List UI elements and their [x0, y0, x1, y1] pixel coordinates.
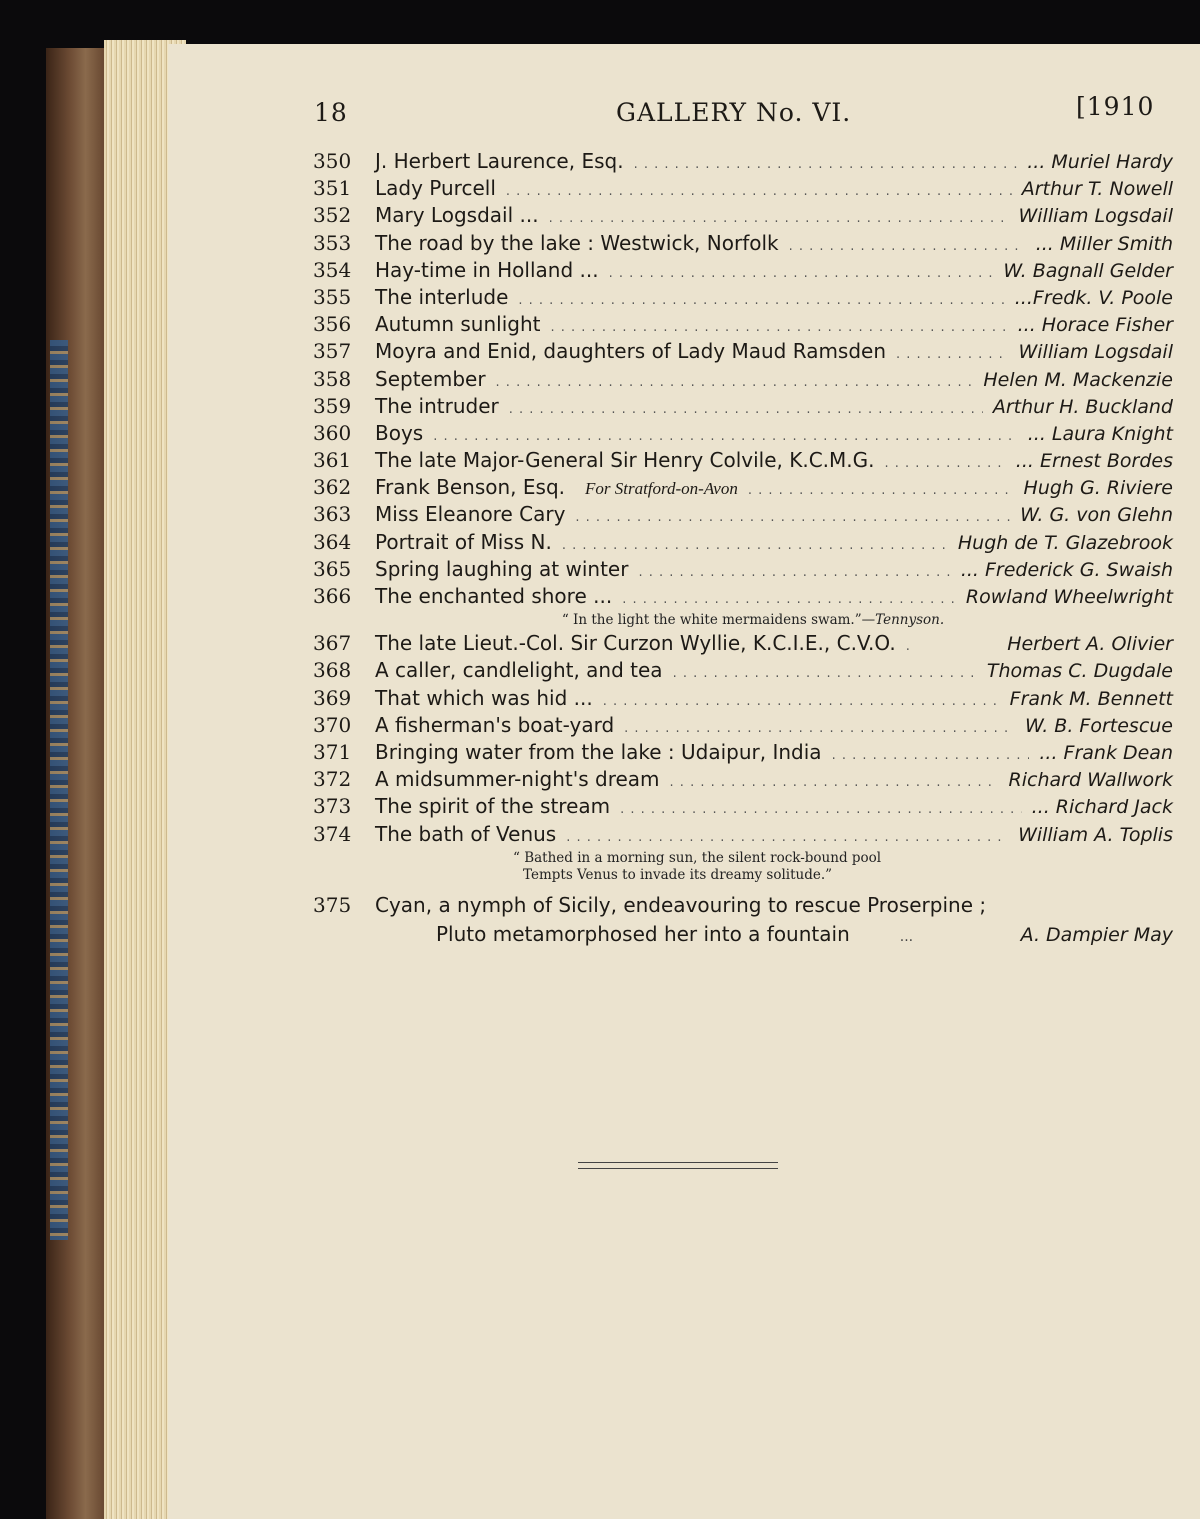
entry-number: 354: [313, 257, 352, 282]
entry-artist: W. B. Fortescue: [1024, 714, 1173, 737]
quote-line: “ Bathed in a morning sun, the silent rock-bound pool: [513, 849, 882, 866]
entry-number: 366: [313, 584, 352, 608]
entry-number: 371: [313, 739, 352, 764]
leader-dots: [624, 715, 1015, 742]
entry-artist: Thomas C. Dugdale: [986, 660, 1173, 683]
entry-row: [313, 821, 1173, 848]
entry-number: 351: [313, 176, 352, 201]
entry-title: A fisherman's boat-yard: [375, 712, 615, 737]
entry-number: 359: [313, 393, 352, 418]
entry-row: [313, 890, 1173, 920]
leader-dots: [518, 287, 1004, 314]
entry-title: Bringing water from the lake : Udaipur, India: [375, 739, 822, 764]
entry-title: J. Herbert Laurence, Esq.: [375, 149, 624, 173]
leader-dots: [906, 633, 912, 660]
leader-dots: [433, 423, 1018, 450]
entry-number: 360: [313, 420, 352, 445]
entry-artist: Arthur H. Buckland: [992, 395, 1173, 418]
entry-row: [313, 556, 1173, 583]
page-number: 18: [314, 98, 348, 127]
entry-artist: A. Dampier May: [1020, 923, 1173, 946]
entry-row: [313, 630, 1173, 657]
entry-number: 353: [313, 230, 352, 255]
entry-number: 364: [313, 529, 352, 554]
entry-row: [313, 501, 1173, 528]
entry-title: Cyan, a nymph of Sicily, endeavouring to rescue Proserpine ;: [375, 892, 987, 917]
entry-number: 370: [313, 712, 352, 737]
entry-number: 372: [313, 767, 352, 792]
entry-artist: W. Bagnall Gelder: [1003, 259, 1173, 282]
section-rule: [578, 1162, 778, 1169]
entry-row: [313, 175, 1173, 202]
entry-title: Mary Logsdail ...: [375, 203, 539, 228]
entry-number: 350: [313, 149, 352, 173]
entry-title: Boys: [375, 420, 424, 445]
entry-number: 352: [313, 203, 352, 228]
entry-title: The bath of Venus: [375, 821, 557, 846]
entry-artist: Hugh G. Riviere: [1023, 477, 1173, 500]
entry-artist: Herbert A. Olivier: [1007, 633, 1173, 656]
entry-row: [313, 366, 1173, 393]
entry-number: 374: [313, 821, 352, 846]
leader-dots: [549, 205, 1009, 232]
leader-dots: [673, 660, 977, 687]
entry-title: Moyra and Enid, daughters of Lady Maud Ramsden: [375, 339, 887, 364]
leader-dots: ...: [899, 928, 914, 945]
entry-artist: Rowland Wheelwright: [965, 586, 1173, 608]
entry-title: The intruder: [375, 393, 499, 418]
entry-title: The enchanted shore ...: [375, 584, 613, 608]
page-header: [168, 92, 1200, 136]
entry-artist: W. G. von Glehn: [1020, 504, 1173, 527]
entry-row: [313, 311, 1173, 338]
entry-number: 358: [313, 366, 352, 391]
bleed-through-text: [328, 964, 1168, 1444]
entry-quote: [313, 850, 1173, 884]
entry-title: A midsummer-night's dream: [375, 767, 660, 792]
entry-title: The road by the lake : Westwick, Norfolk: [375, 230, 779, 255]
entry-artist: ... Laura Knight: [1027, 422, 1173, 445]
entry-row-continuation: [313, 920, 1173, 948]
page-year: [1910: [1076, 92, 1155, 121]
entry-row: [313, 447, 1173, 474]
entry-title: Spring laughing at winter: [375, 556, 629, 581]
entry-title: The late Lieut.-Col. Sir Curzon Wyllie, K.C.I.E., C.V.O.: [375, 631, 896, 656]
leader-dots: [509, 396, 983, 423]
entry-artist: ... Miller Smith: [1035, 232, 1173, 255]
entry-number: 375: [313, 892, 352, 917]
entry-row: [313, 766, 1173, 793]
entry-row: [313, 202, 1173, 229]
entry-title: September: [375, 366, 486, 391]
entry-artist: ... Frederick G. Swaish: [960, 558, 1173, 581]
leader-dots: [551, 314, 1008, 341]
entry-title: Hay-time in Holland ...: [375, 257, 599, 282]
entry-row: [313, 393, 1173, 420]
entry-row: [313, 148, 1173, 175]
leader-dots: [670, 769, 999, 796]
entry-number: 357: [313, 339, 352, 364]
quote-text: “ In the light the white mermaidens swam.”—: [561, 612, 876, 629]
entry-row: [313, 257, 1173, 284]
spine-decoration: [50, 340, 68, 1240]
entry-title: A caller, candlelight, and tea: [375, 658, 663, 683]
leader-dots: [566, 824, 1008, 851]
entry-number: 368: [313, 658, 352, 683]
entry-artist: ...Fredk. V. Poole: [1014, 286, 1173, 309]
entry-number: 355: [313, 284, 352, 309]
entry-artist: ... Richard Jack: [1031, 796, 1173, 819]
leader-dots: [506, 178, 1012, 205]
entry-row: [313, 657, 1173, 684]
entry-row: [313, 420, 1173, 447]
leader-dots: [609, 260, 994, 287]
leader-dots: [748, 477, 1014, 504]
entry-title: Frank Benson, Esq.: [375, 475, 565, 500]
quote-line: Tempts Venus to invade its dreamy solitude.”: [523, 866, 833, 883]
entry-title: The late Major-General Sir Henry Colvile, K.C.M.G.: [375, 448, 875, 473]
entry-artist: William A. Toplis: [1018, 823, 1173, 846]
leader-dots: [638, 559, 950, 586]
leader-dots: [885, 450, 1006, 477]
entry-artist: Richard Wallwork: [1008, 769, 1173, 792]
entry-artist: ... Frank Dean: [1039, 741, 1173, 764]
entry-artist: ... Muriel Hardy: [1027, 151, 1173, 173]
entry-number: 367: [313, 631, 352, 656]
entry-number: 369: [313, 685, 352, 710]
entry-title-continuation: Pluto metamorphosed her into a fountain: [436, 921, 850, 946]
entry-number: 363: [313, 502, 352, 527]
entry-row: [313, 583, 1173, 610]
entry-artist: ... Horace Fisher: [1017, 314, 1173, 337]
leader-dots: [896, 341, 1008, 368]
entry-artist: William Logsdail: [1018, 341, 1173, 364]
leader-dots: [620, 796, 1022, 823]
entry-title: Lady Purcell: [375, 176, 496, 201]
entry-number: 373: [313, 794, 352, 819]
entry-row: [313, 685, 1173, 712]
entry-number: 365: [313, 556, 352, 581]
entry-row: [313, 474, 1173, 501]
entry-number: 362: [313, 475, 352, 500]
entry-row: [313, 338, 1173, 365]
entry-artist: Arthur T. Nowell: [1021, 178, 1173, 201]
leader-dots: [789, 233, 1026, 260]
leader-dots: [603, 688, 1000, 715]
leader-dots: [575, 504, 1010, 531]
leader-dots: [622, 586, 956, 613]
entry-artist: Hugh de T. Glazebrook: [957, 531, 1173, 554]
entry-title: Autumn sunlight: [375, 312, 541, 337]
entry-list: [313, 148, 1173, 948]
entry-artist: ... Ernest Bordes: [1015, 450, 1173, 473]
leader-dots: [634, 151, 1018, 178]
entry-title: Portrait of Miss N.: [375, 529, 552, 554]
entry-row: [313, 739, 1173, 766]
entry-title: That which was hid ...: [375, 685, 593, 710]
leader-dots: [496, 369, 974, 396]
entry-quote: [313, 610, 1173, 630]
entry-artist: Frank M. Bennett: [1009, 687, 1173, 710]
quote-source: Tennyson.: [875, 612, 945, 629]
entry-title: The interlude: [375, 284, 509, 309]
page-title: GALLERY No. VI.: [616, 98, 852, 127]
catalogue-page: [168, 44, 1200, 1519]
entry-row: [313, 712, 1173, 739]
entry-number: 361: [313, 448, 352, 473]
entry-row: [313, 793, 1173, 820]
entry-row: [313, 529, 1173, 556]
entry-row: [313, 284, 1173, 311]
entry-note: For Stratford-on-Avon: [585, 479, 738, 499]
entry-row: [313, 230, 1173, 257]
leader-dots: [562, 532, 948, 559]
entry-title: The spirit of the stream: [375, 794, 611, 819]
entry-artist: Helen M. Mackenzie: [983, 368, 1173, 391]
entry-artist: William Logsdail: [1018, 205, 1173, 228]
leader-dots: [832, 742, 1030, 769]
entry-title: Miss Eleanore Cary: [375, 502, 566, 527]
entry-number: 356: [313, 312, 352, 337]
